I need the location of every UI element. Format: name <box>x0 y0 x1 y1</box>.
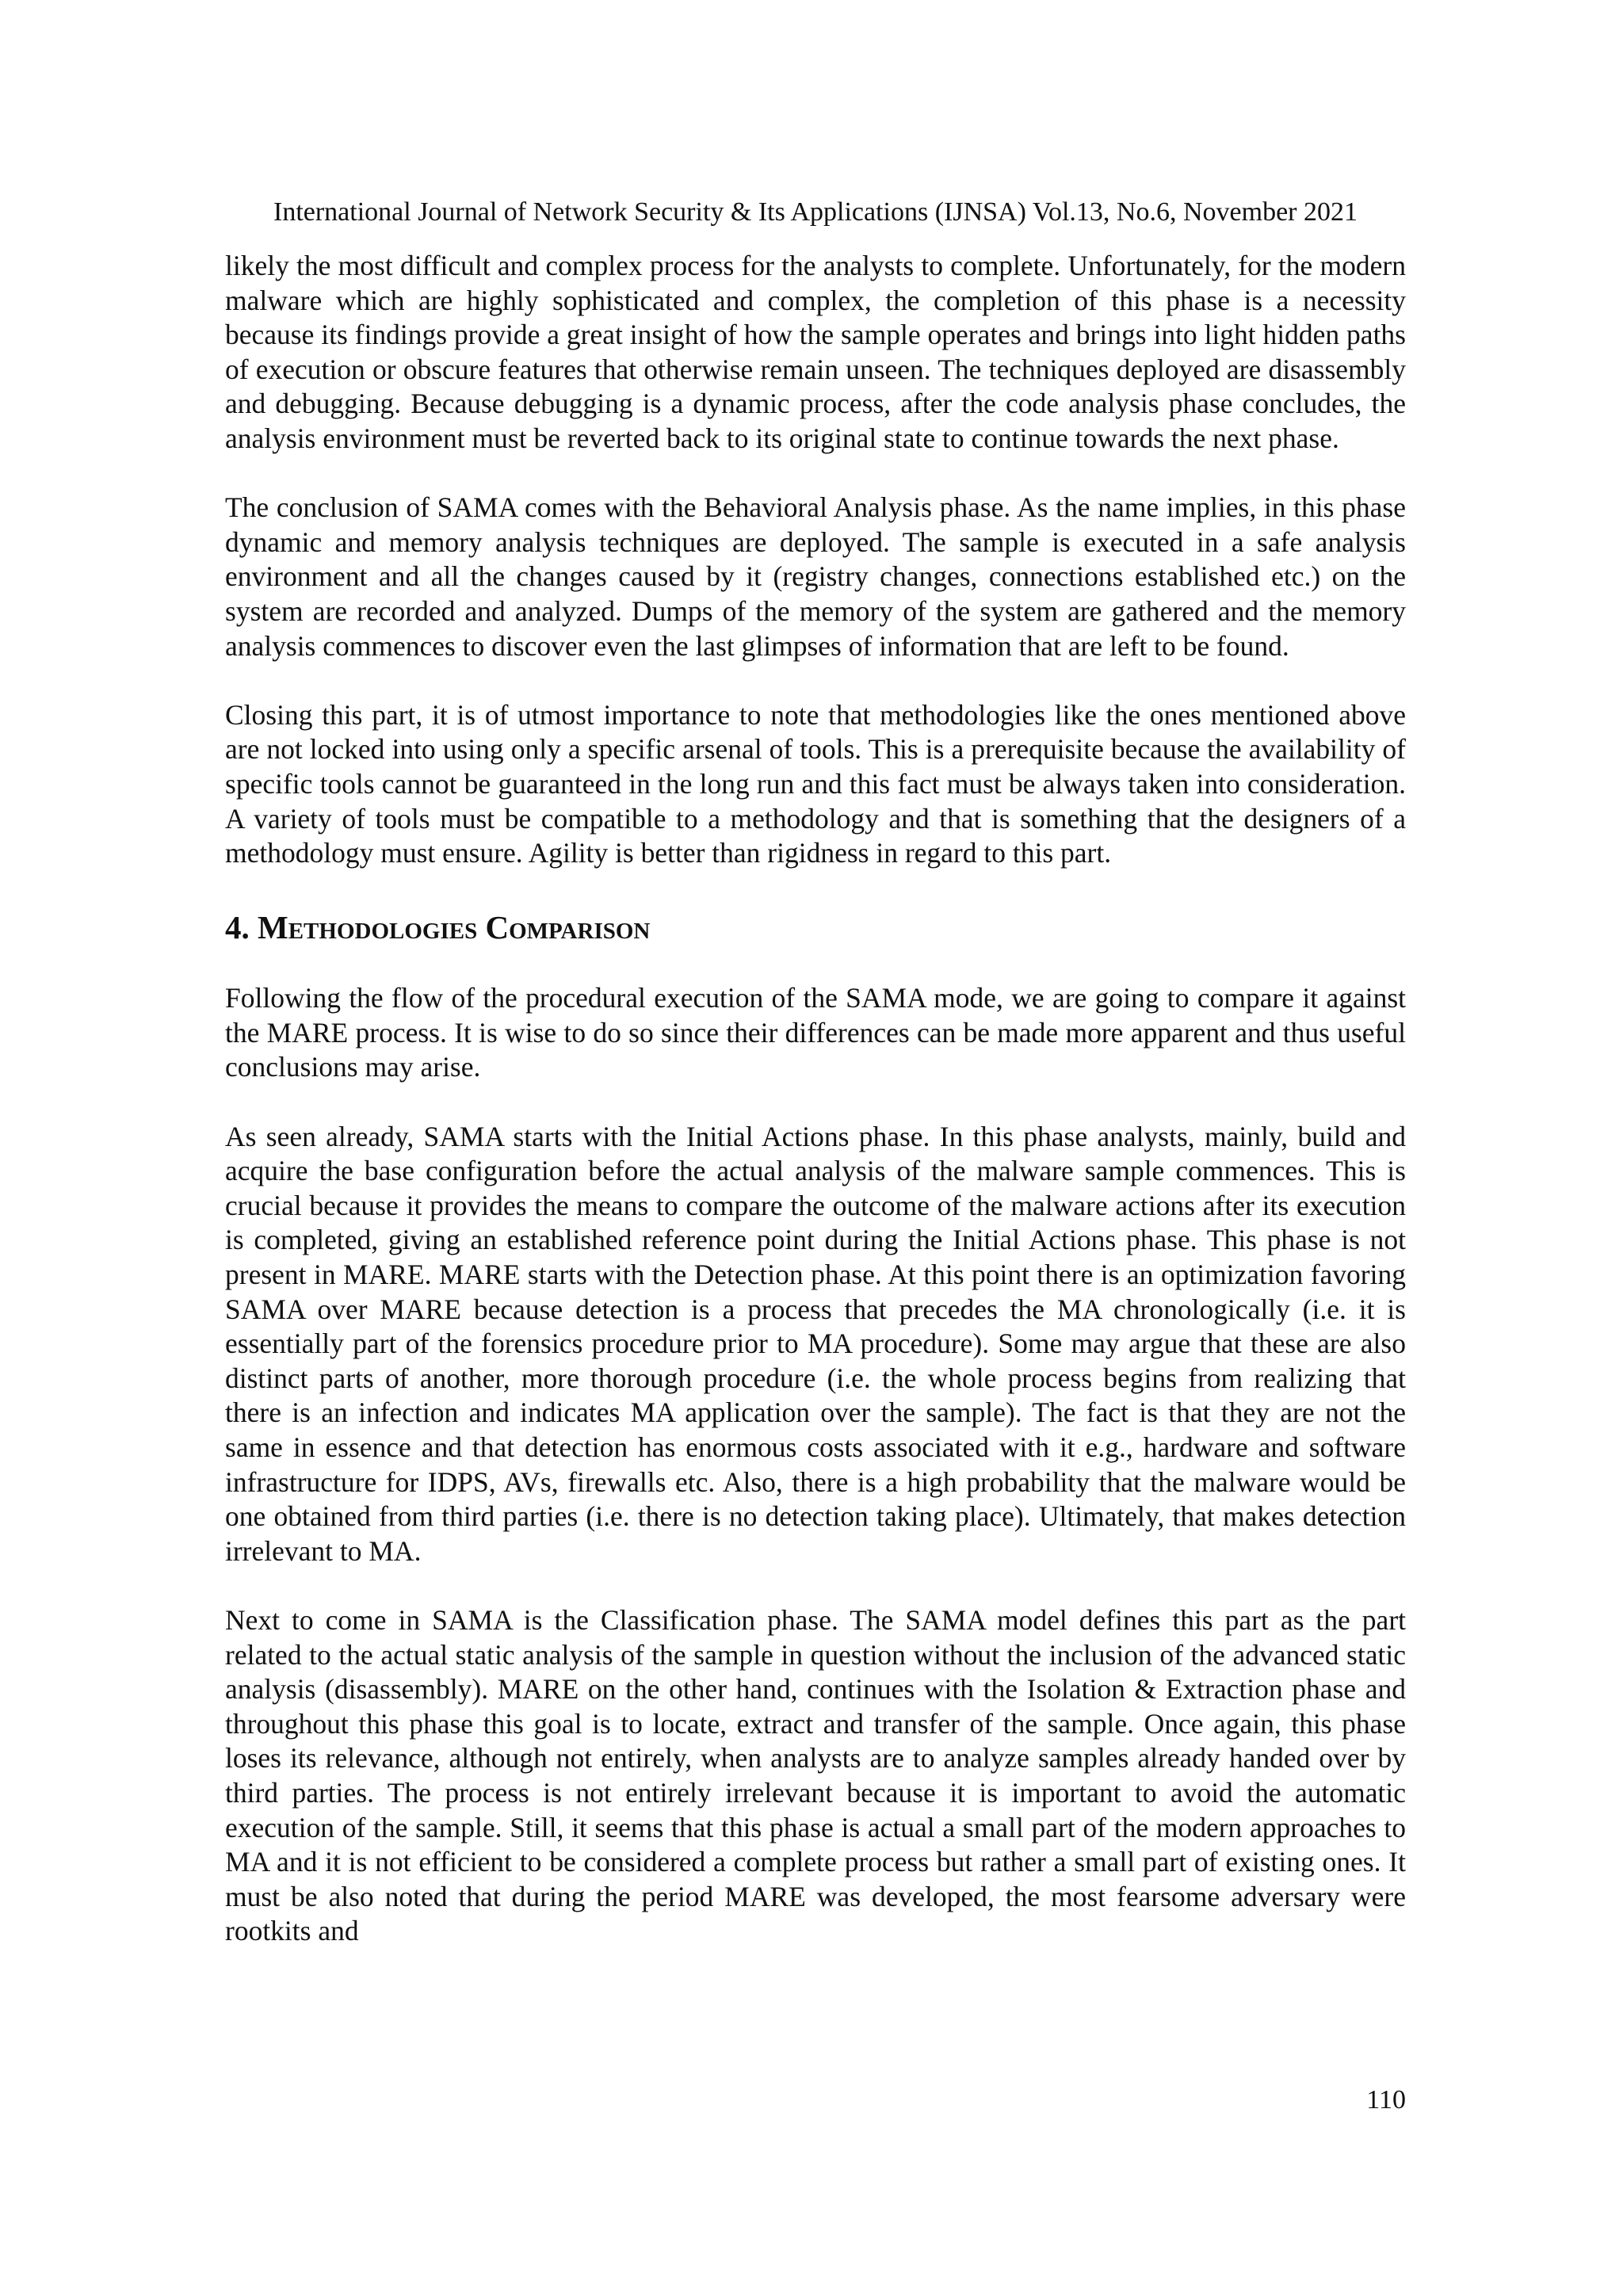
body-text <box>225 249 1406 1984</box>
section-number: 4. <box>225 909 250 946</box>
paragraph-closing-tools: Closing this part, it is of utmost importance to note that methodologies like the ones mentioned above are not locked into using only a specific arsenal of tools. This is a prerequisite because the availability of specific tools cannot be guaranteed in the long run and this fact must be always taken into consideration. A variety of tools must be compatible to a methodology and that is something that the designers of a methodology must ensure. Agility is better than rigidness in regard to this part. <box>225 698 1406 869</box>
paragraph-behavioral-analysis: The conclusion of SAMA comes with the Behavioral Analysis phase. As the name implies, in this phase dynamic and memory analysis techniques are deployed. The sample is executed in a safe analysis environment and all the changes caused by it (registry changes, connections established etc.) on the system are recorded and analyzed. Dumps of the memory of the system are gathered and the memory analysis commences to discover even the last glimpses of information that are left to be found. <box>225 491 1406 662</box>
paragraph-classification: Next to come in SAMA is the Classification phase. The SAMA model defines this part as the part related to the actual static analysis of the sample in question without the inclusion of the advanced static analysis (disassembly). MARE on the other hand, continues with the Isolation & Extraction phase and throughout this phase this goal is to locate, extract and transfer of the sample. Once again, this phase loses its relevance, although not entirely, when analysts are to analyze samples already handed over by third parties. The process is not entirely irrelevant because it is important to avoid the automatic execution of the sample. Still, it seems that this phase is actual a small part of the modern approaches to MA and it is not efficient to be considered a complete process but rather a small part of existing ones. It must be also noted that during the period MARE was developed, the most fearsome adversary were rootkits and <box>225 1603 1406 1947</box>
running-header: International Journal of Network Security & Its Applications (IJNSA) Vol.13, No.6, November 2021 <box>273 197 1358 227</box>
paragraph-comparison-intro: Following the flow of the procedural execution of the SAMA mode, we are going to compare it against the MARE process. It is wise to do so since their differences can be made more apparent and thus useful conclusions may arise. <box>225 982 1406 1083</box>
page-number: 110 <box>1366 2085 1406 2115</box>
section-title: Methodologies Comparison <box>258 909 651 946</box>
paragraph-initial-actions: As seen already, SAMA starts with the Initial Actions phase. In this phase analysts, mainly, build and acquire the base configuration before the actual analysis of the malware sample commences. This is crucial because it provides the means to compare the outcome of the malware actions after its execution is completed, giving an established reference point during the Initial Actions phase. This phase is not present in MARE. MARE starts with the Detection phase. At this point there is an optimization favoring SAMA over MARE because detection is a process that precedes the MA chronologically (i.e. it is essentially part of the forensics procedure prior to MA procedure). Some may argue that these are also distinct parts of another, more thorough procedure (i.e. the whole process begins from realizing that there is an infection and indicates MA application over the sample). The fact is that they are not the same in essence and that detection has enormous costs associated with it e.g., hardware and software infrastructure for IDPS, AVs, firewalls etc. Also, there is a high probability that the malware would be one obtained from third parties (i.e. there is no detection taking place). Ultimately, that makes detection irrelevant to MA. <box>225 1120 1406 1567</box>
section-heading <box>225 905 1406 949</box>
paragraph-code-analysis-continuation: likely the most difficult and complex process for the analysts to complete. Unfortunately, for the modern malware which are highly sophisticated and complex, the completion of this phase is a necessity because its findings provide a great insight of how the sample operates and brings into light hidden paths of execution or obscure features that otherwise remain unseen. The techniques deployed are disassembly and debugging. Because debugging is a dynamic process, after the code analysis phase concludes, the analysis environment must be reverted back to its original state to continue towards the next phase. <box>225 250 1406 454</box>
